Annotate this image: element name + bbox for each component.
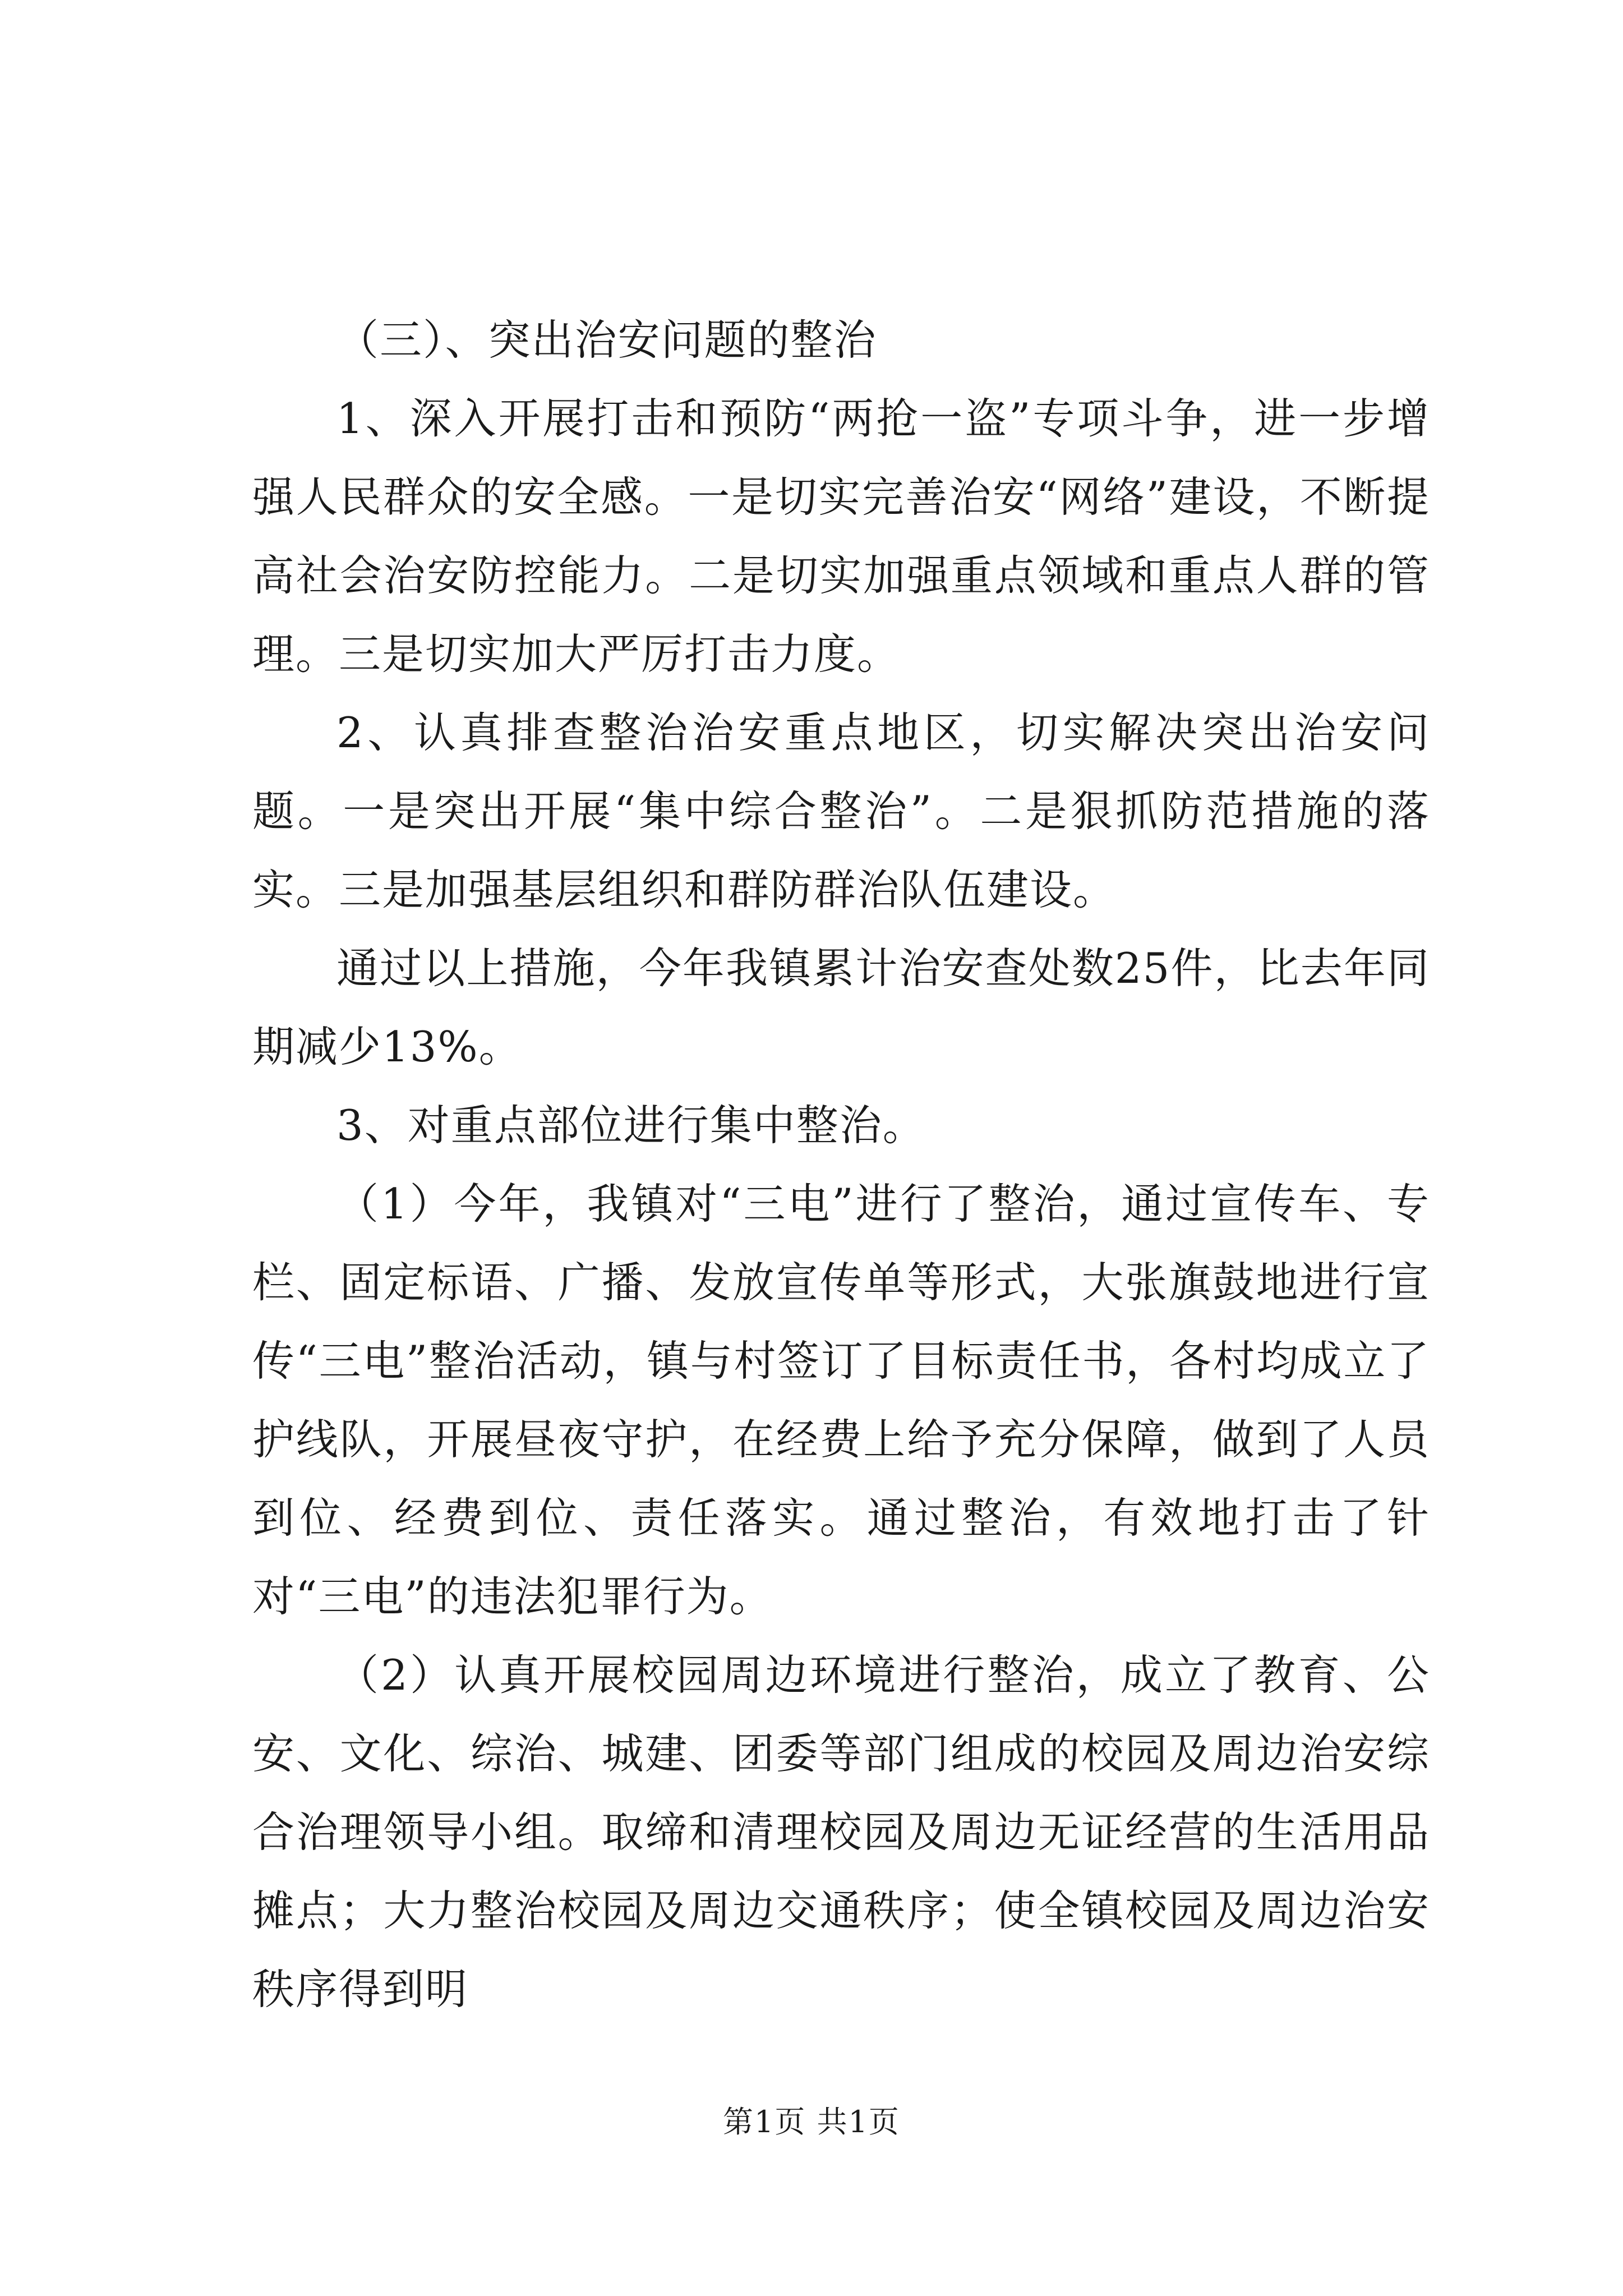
paragraph-6: （2）认真开展校园周边环境进行整治，成立了教育、公安、文化、综治、城建、团委等部门组成的校园及周边治安综合治理领导小组。取缔和清理校园及周边无证经营的生活用品摊点；大力整治校园及周边交通秩序；使全镇校园及周边治安秩序得到明 <box>252 1650 1430 2014</box>
paragraph-5: （1）今年，我镇对“三电”进行了整治，通过宣传车、专栏、固定标语、广播、发放宣传单等形式，大张旗鼓地进行宣传“三电”整治活动，镇与村签订了目标责任书，各村均成立了护线队，开展昼夜守护，在经费上给予充分保障，做到了人员到位、经费到位、责任落实。通过整治，有效地打击了针对“三电”的违法犯罪行为。 <box>252 1179 1430 1621</box>
section-heading: （三）、突出治安问题的整治 <box>336 315 877 365</box>
paragraph-3: 通过以上措施，今年我镇累计治安查处数25件，比去年同期减少13%。 <box>252 944 1430 1071</box>
paragraph-1: 1、深入开展打击和预防“两抢一盗”专项斗争，进一步增强人民群众的安全感。一是切实完善治安“网络”建设，不断提高社会治安防控能力。二是切实加强重点领域和重点人群的管理。三是切实加大严厉打击力度。 <box>252 394 1430 679</box>
document-body <box>252 301 1430 2028</box>
page-footer: 第1页 共1页 <box>723 2104 900 2139</box>
paragraph-2: 2、认真排查整治治安重点地区，切实解决突出治安问题。一是突出开展“集中综合整治”。二是狠抓防范措施的落实。三是加强基层组织和群防群治队伍建设。 <box>252 708 1430 914</box>
paragraph-4: 3、对重点部位进行集中整治。 <box>336 1101 926 1150</box>
